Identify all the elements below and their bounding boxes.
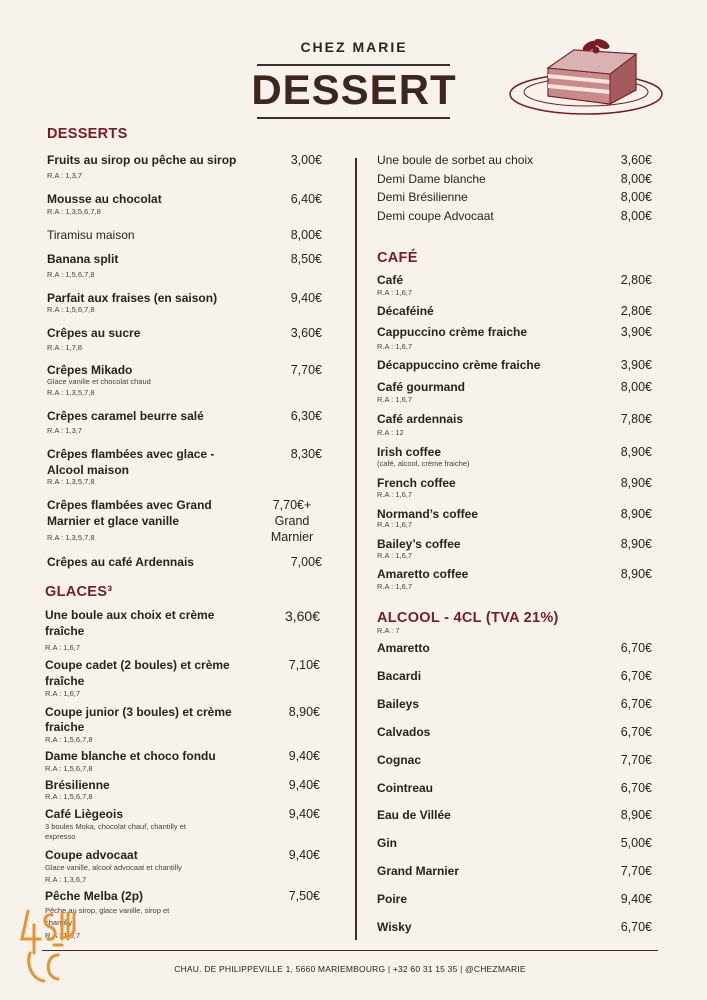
item-price: 7,70€ (290, 363, 322, 377)
restaurant-logo-icon (18, 905, 90, 991)
item-description: (café, alcool, crème fraiche) (377, 459, 470, 468)
item-price: 7,50€ (288, 889, 320, 903)
allergen-note: R.A : 12 (377, 428, 404, 437)
item-name: Dame blanche et choco fondu (45, 749, 216, 763)
item-price: 7,80€ (620, 412, 652, 426)
item-price: 9,40€ (620, 892, 652, 906)
allergen-note: R.A : 1,6,7 (377, 395, 413, 404)
item-name: Fruits au sirop ou pêche au sirop (47, 153, 237, 167)
allergen-note: R.A : 1,6,7 (45, 689, 81, 698)
item-name: Café Liègeois (45, 807, 124, 821)
item-price: 8,90€ (620, 476, 652, 490)
item-name: Irish coffee (377, 445, 442, 459)
allergen-note: R.A : 1,3,7 (47, 171, 83, 180)
item-name: Wisky (377, 920, 412, 934)
item-price: 6,70€ (620, 920, 652, 934)
item-price: 9,40€ (288, 807, 320, 821)
item-name: Demi Brésilienne (377, 190, 468, 204)
item-price: 9,40€ (288, 848, 320, 862)
allergen-note: R.A : 1,5,6,7,8 (45, 735, 93, 744)
item-name: Amaretto (377, 641, 430, 655)
item-price: 2,80€ (620, 273, 652, 287)
item-price: 8,00€ (620, 190, 652, 204)
item-price: 3,90€ (620, 325, 652, 339)
item-name: Café ardennais (377, 412, 464, 426)
item-name: Brésilienne (45, 778, 110, 792)
section-title-desserts: DESSERTS (47, 126, 128, 142)
item-name-cont: fraiche (45, 720, 85, 734)
item-price: 8,90€ (288, 705, 320, 719)
item-name: Coupe advocaat (45, 848, 138, 862)
item-name: French coffee (377, 476, 456, 490)
item-name: Crêpes caramel beurre salé (47, 409, 204, 423)
item-price: 3,00€ (290, 153, 322, 167)
item-price: 6,70€ (620, 725, 652, 739)
item-price: 3,60€ (284, 608, 320, 624)
item-name: Gin (377, 836, 397, 850)
item-name-cont: Marnier et glace vanille (47, 514, 180, 528)
item-price: 7,70€ (620, 864, 652, 878)
item-price: 8,00€ (290, 228, 322, 242)
item-name: Grand Marnier (377, 864, 460, 878)
item-name: Demi coupe Advocaat (377, 209, 494, 223)
allergen-note: R.A : 1,6,7 (377, 551, 413, 560)
item-price: 2,80€ (620, 304, 652, 318)
item-name: Bacardi (377, 669, 422, 683)
allergen-note: R.A : 1,5,6,7,8 (45, 764, 93, 773)
item-price: 8,00€ (620, 380, 652, 394)
item-name: Mousse au chocolat (47, 192, 162, 206)
item-name: Coupe cadet (2 boules) et crème (45, 658, 230, 672)
allergen-note: R.A : 1,3,5,6,7,8 (47, 207, 101, 216)
allergen-note: R.A : 1,3,5,7,8 (47, 477, 95, 486)
item-name-cont: fraîche (45, 624, 85, 638)
allergen-note: R.A : 1,6,7 (377, 342, 413, 351)
item-price: 8,90€ (620, 507, 652, 521)
title-rule-bottom (257, 117, 450, 119)
allergen-note: R.A : 1,6,7 (377, 288, 413, 297)
item-name: Café (377, 273, 404, 287)
item-name: Baileys (377, 697, 420, 711)
item-name: Demi Dame blanche (377, 172, 486, 186)
item-description: Pêche au sirop, glace vanille, sirop et (45, 906, 170, 915)
column-divider (355, 158, 357, 940)
item-price: 3,60€ (620, 153, 652, 167)
item-price: 7,00€ (290, 555, 322, 569)
item-price: 8,00€ (620, 209, 652, 223)
item-name-cont: Alcool maison (47, 463, 130, 477)
item-name: Cappuccino crème fraiche (377, 325, 528, 339)
item-name: Café gourmand (377, 380, 466, 394)
item-price: 8,90€ (620, 537, 652, 551)
item-description-cont: chantilly (45, 918, 73, 927)
item-name: Tiramisu maison (47, 228, 135, 242)
item-name: Décappuccino crème fraiche (377, 358, 541, 372)
allergen-note: R.A : 1,7,8 (47, 343, 83, 352)
item-price: 6,70€ (620, 669, 652, 683)
item-name: Calvados (377, 725, 431, 739)
item-name: Bailey’s coffee (377, 537, 461, 551)
item-name: Crêpes au café Ardennais (47, 555, 194, 569)
item-price: 6,70€ (620, 781, 652, 795)
allergen-note: R.A : 1,3,6,7 (45, 875, 87, 884)
page-title: DESSERT (251, 66, 457, 113)
item-price: 7,10€ (288, 658, 320, 672)
item-price: 9,40€ (288, 749, 320, 763)
item-name: Amaretto coffee (377, 567, 469, 581)
item-price: 8,00€ (620, 172, 652, 186)
item-name: Cognac (377, 753, 422, 767)
item-description: Glace vanille et chocolat chaud (47, 377, 151, 386)
item-price: 8,90€ (620, 567, 652, 581)
allergen-note: R.A : 7 (377, 626, 400, 635)
allergen-note: R.A : 1,5,6,7,8 (47, 270, 95, 279)
item-price: 5,00€ (620, 836, 652, 850)
item-price-cont: Marnier (270, 530, 314, 544)
item-price: 7,70€ (620, 753, 652, 767)
item-name: Crêpes flambées avec Grand (47, 498, 212, 512)
item-description: 3 boules Moka, chocolat chauf, chantilly et (45, 822, 186, 831)
item-price-cont: Grand (274, 514, 310, 528)
item-price: 6,30€ (290, 409, 322, 423)
item-name: Parfait aux fraises (en saison) (47, 291, 218, 305)
item-description: Glace vanille, alcool advocaat et chantilly (45, 863, 182, 872)
item-name: Crêpes flambées avec glace - (47, 447, 215, 461)
item-name: Coupe junior (3 boules) et crème (45, 705, 232, 719)
item-price: 8,50€ (290, 252, 322, 266)
allergen-note: R.A : 1,3,7 (47, 426, 83, 435)
item-name-cont: fraîche (45, 674, 85, 688)
item-name: Crêpes Mikado (47, 363, 133, 377)
item-name: Eau de Villée (377, 808, 451, 822)
allergen-note: R.A : 1,6,7 (45, 931, 81, 940)
item-price: 8,90€ (620, 808, 652, 822)
footer-rule (42, 950, 658, 951)
item-price: 6,70€ (620, 641, 652, 655)
item-name: Cointreau (377, 781, 434, 795)
item-price: 8,90€ (620, 445, 652, 459)
item-name: Une boule aux choix et crème (45, 608, 215, 622)
allergen-note: R.A : 1,6,7 (377, 520, 413, 529)
section-title-glaces: GLACES³ (45, 584, 113, 600)
allergen-note: R.A : 1,6,7 (377, 582, 413, 591)
section-title-cafe: CAFÉ (377, 250, 418, 266)
item-price: 3,60€ (290, 326, 322, 340)
cake-illustration (508, 28, 664, 118)
section-title-alcool: ALCOOL - 4CL (TVA 21%) (377, 610, 559, 626)
item-name: Décaféiné (377, 304, 434, 318)
item-price: 7,70€+ (272, 498, 312, 512)
item-price: 6,70€ (620, 697, 652, 711)
item-price: 8,30€ (290, 447, 322, 461)
allergen-note: R.A : 1,5,6,7,8 (45, 792, 93, 801)
item-price: 6,40€ (290, 192, 322, 206)
brand-name: CHEZ MARIE (300, 39, 408, 55)
item-name: Poire (377, 892, 408, 906)
allergen-note: R.A : 1,3,5,7,8 (47, 388, 95, 397)
allergen-note: R.A : 1,6,7 (45, 643, 81, 652)
item-name: Normand’s coffee (377, 507, 478, 521)
item-price: 9,40€ (288, 778, 320, 792)
item-name: Crêpes au sucre (47, 326, 141, 340)
allergen-note: R.A : 1,6,7 (377, 490, 413, 499)
item-price: 9,40€ (290, 291, 322, 305)
item-name: Pêche Melba (2p) (45, 889, 144, 903)
item-name: Banana split (47, 252, 119, 266)
item-price: 3,90€ (620, 358, 652, 372)
allergen-note: R.A : 1,3,5,7,8 (47, 533, 95, 542)
item-name: Une boule de sorbet au choix (377, 153, 534, 167)
item-description-cont: expresso (45, 832, 76, 841)
allergen-note: R.A : 1,5,6,7,8 (47, 305, 95, 314)
footer-address: CHAU. DE PHILIPPEVILLE 1, 5660 MARIEMBOURG | +32 60 31 15 35 | @CHEZMARIE (174, 964, 526, 974)
